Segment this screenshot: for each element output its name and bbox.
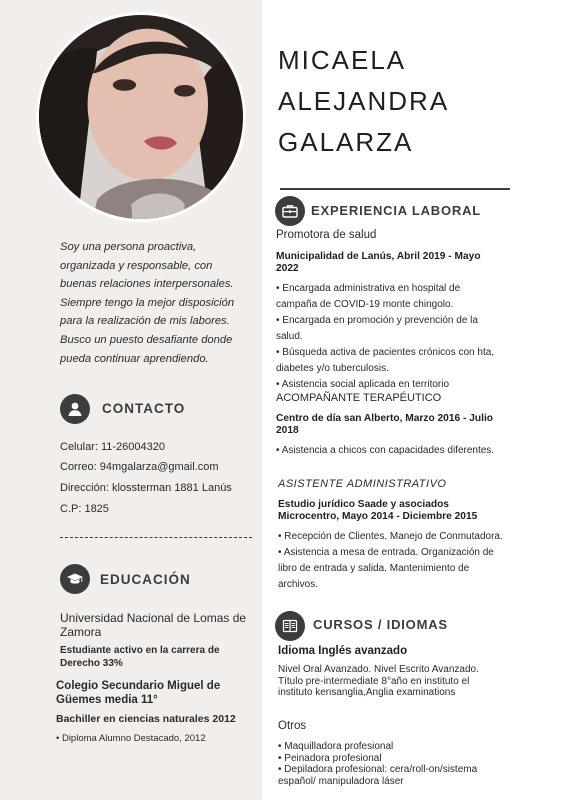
language-description: Nivel Oral Avanzado. Nivel Escrito Avanzado. Título pre-intermediate 8°año en instituto el instituto kensanglia,Anglia examinations bbox=[278, 664, 479, 698]
job-1-bullets bbox=[276, 281, 502, 393]
education-school-degree: Bachiller en ciencias naturales 2012 bbox=[56, 713, 236, 725]
job-2-title: ACOMPAÑANTE TERAPÉUTICO bbox=[276, 392, 442, 404]
graduation-cap-icon bbox=[60, 564, 90, 594]
name-line-3: GALARZA bbox=[278, 127, 414, 157]
list-item: • Recepción de Clientes. Manejo de Conmutadora. bbox=[278, 531, 503, 542]
name-line-2: ALEJANDRA bbox=[278, 86, 450, 116]
job-3-bullets bbox=[278, 529, 504, 593]
person-icon bbox=[60, 394, 90, 424]
name-divider bbox=[280, 188, 510, 190]
job-1-org: Municipalidad de Lanús, Abril 2019 - Mayo 2022 bbox=[276, 251, 481, 274]
contact-email: Correo: 94mgalarza@gmail.com bbox=[60, 461, 219, 473]
courses-heading: CURSOS / IDIOMAS bbox=[313, 617, 448, 632]
full-name bbox=[278, 40, 449, 163]
contact-zip: C.P: 1825 bbox=[60, 503, 109, 515]
education-school: Colegio Secundario Miguel de Güemes media 11° bbox=[56, 680, 221, 706]
education-university-status: Estudiante activo en la carrera de Derecho 33% bbox=[60, 645, 220, 669]
experience-heading: EXPERIENCIA LABORAL bbox=[311, 203, 482, 218]
profile-photo bbox=[36, 12, 246, 222]
main-column bbox=[262, 0, 566, 800]
list-item: • Asistencia a chicos con capacidades diferentes. bbox=[276, 445, 495, 456]
contact-phone: Celular: 11-26004320 bbox=[60, 441, 165, 453]
job-2-bullets bbox=[276, 443, 502, 459]
contact-address: Dirección: klossterman 1881 Lanús bbox=[60, 482, 232, 494]
contact-heading: CONTACTO bbox=[102, 401, 186, 416]
name-line-1: MICAELA bbox=[278, 45, 407, 75]
job-1-title: Promotora de salud bbox=[276, 229, 377, 241]
list-item: • Peinadora profesional bbox=[278, 752, 382, 764]
others-title: Otros bbox=[278, 720, 307, 732]
profile-summary: Soy una persona proactiva, organizada y responsable, con buenas relaciones interpersonales. Siempre tengo la mejor disposición para la realización de mis labores. Busco un puesto desafiante donde pueda continuar aprendiendo. bbox=[60, 241, 235, 365]
education-school-note: • Diploma Alumno Destacado, 2012 bbox=[56, 733, 206, 744]
book-icon bbox=[275, 611, 305, 641]
list-item: • Asistencia social aplicada en territorio bbox=[276, 379, 450, 390]
section-divider bbox=[60, 537, 252, 538]
education-heading: EDUCACIÓN bbox=[100, 572, 191, 587]
list-item: • Búsqueda activa de pacientes crónicos con hta, diabetes y/o tuberculosis. bbox=[276, 347, 495, 374]
education-university: Universidad Nacional de Lomas de Zamora bbox=[60, 611, 247, 639]
briefcase-icon bbox=[275, 196, 305, 226]
left-sidebar bbox=[0, 0, 262, 800]
language-title: Idioma Inglés avanzado bbox=[278, 645, 408, 657]
job-2-org: Centro de día san Alberto, Marzo 2016 - Julio 2018 bbox=[276, 413, 494, 436]
list-item: • Encargada en promoción y prevención de la salud. bbox=[276, 315, 478, 342]
list-item: • Encargada administrativa en hospital de campaña de COVID-19 monte chingolo. bbox=[276, 283, 461, 310]
list-item: • Asistencia a mesa de entrada. Organización de libro de entrada y salida. Mantenimiento de archivos. bbox=[278, 547, 494, 590]
job-3-title: ASISTENTE ADMINISTRATIVO bbox=[278, 478, 447, 490]
others-list bbox=[278, 741, 498, 787]
list-item: • Depiladora profesional: cera/roll-on/sistema español/ manipuladora láser bbox=[278, 764, 478, 787]
job-3-org: Estudio jurídico Saade y asociados Microcentro, Mayo 2014 - Diciembre 2015 bbox=[278, 499, 478, 522]
list-item: • Maquilladora profesional bbox=[278, 741, 394, 752]
